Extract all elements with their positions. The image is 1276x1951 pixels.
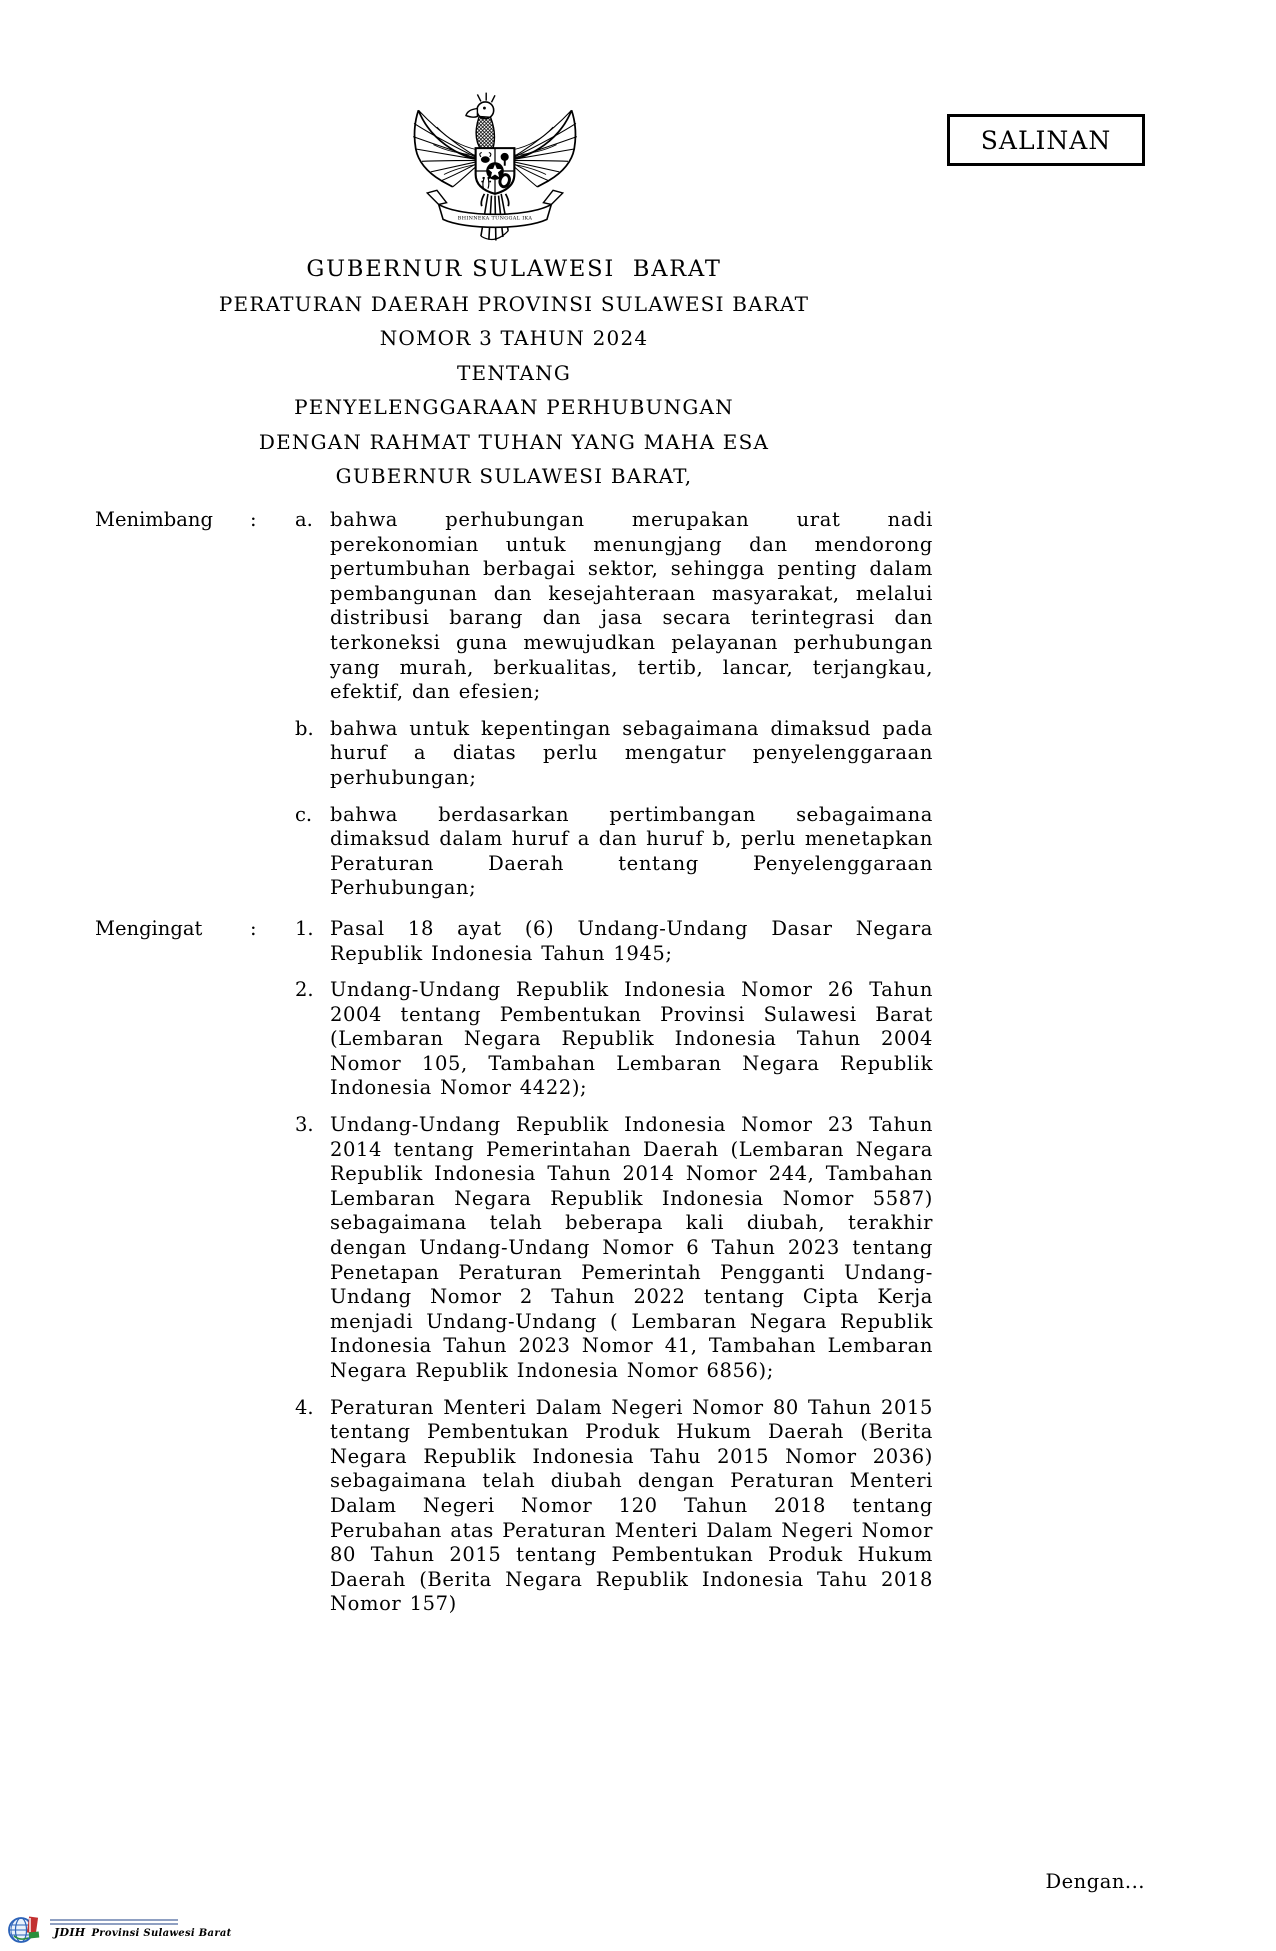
section-label: Mengingat	[95, 916, 203, 940]
section-label: Menimbang	[95, 508, 213, 531]
list-item	[295, 508, 933, 705]
mengingat-section	[95, 917, 933, 1617]
title-peraturan: PERATURAN DAERAH PROVINSI SULAWESI BARAT	[218, 291, 810, 316]
section-colon: :	[250, 508, 257, 531]
footer-rule	[50, 1919, 178, 1921]
document-heading	[95, 252, 933, 494]
title-gubernur: GUBERNUR SULAWESI BARAT	[306, 256, 722, 282]
item-marker: 2.	[295, 978, 314, 1002]
item-marker: 1.	[295, 916, 314, 940]
jdih-logo-icon	[8, 1914, 48, 1946]
list-item	[295, 1113, 933, 1384]
menimbang-section	[95, 508, 933, 901]
mengingat-items	[295, 917, 933, 1617]
item-text: Undang-Undang Republik Indonesia Nomor 26 Tahun 2004 tentang Pembentukan Provinsi Sulawesi Barat (Lembaran Negara Republik Indonesia Tahun 2004 Nomor 105, Tambahan Lembaran Negara Republik Indonesia Nomor 4422);	[330, 978, 933, 1100]
item-text: bahwa perhubungan merupakan urat nadi perekonomian untuk menungjang dan mendorong pertumbuhan berbagai sektor, sehingga penting dalam pembangunan dan kesejahteraan masyarakat, melalui distribusi barang dan jasa secara terintegrasi dan terkoneksi guna mewujudkan pelayanan perhubungan yang murah, berkualitas, tertib, lancar, terjangkau, efektif, dan efesien;	[330, 508, 933, 704]
list-item	[295, 917, 933, 966]
item-text: Peraturan Menteri Dalam Negeri Nomor 80 Tahun 2015 tentang Pembentukan Produk Hukum Daerah (Berita Negara Republik Indonesia Tahu 2015 Nomor 2036) sebagaimana telah diubah dengan Peraturan Menteri Dalam Negeri Nomor 120 Tahun 2018 tentang Perubahan atas Peraturan Menteri Dalam Negeri Nomor 80 Tahun 2015 tentang Pembentukan Produk Hukum Daerah (Berita Negara Republik Indonesia Tahu 2018 Nomor 157)	[330, 1395, 933, 1616]
item-text: bahwa berdasarkan pertimbangan sebagaimana dimaksud dalam huruf a dan huruf b, perlu menetapkan Peraturan Daerah tentang Penyelenggaraan Perhubungan;	[330, 802, 933, 900]
jdih-label	[54, 1926, 232, 1939]
item-text: Undang-Undang Republik Indonesia Nomor 23 Tahun 2014 tentang Pemerintahan Daerah (Lembaran Negara Republik Indonesia Tahun 2014 Nomor 244, Tambahan Lembaran Negara Republik Indonesia Nomor 5587) sebagaimana telah beberapa kali diubah, terakhir dengan Undang-Undang Nomor 6 Tahun 2023 tentang Penetapan Peraturan Pemerintah Pengganti Undang-Undang Nomor 2 Tahun 2022 tentang Cipta Kerja menjadi Undang-Undang ( Lembaran Negara Republik Indonesia Tahun 2023 Nomor 41, Tambahan Lembaran Negara Republik Indonesia Nomor 6856);	[330, 1113, 933, 1382]
list-item	[295, 803, 933, 901]
menimbang-items	[295, 508, 933, 901]
item-marker: b.	[295, 716, 314, 740]
title-gubernur-comma: GUBERNUR SULAWESI BARAT,	[335, 464, 693, 488]
list-item	[295, 717, 933, 791]
footer-rule	[50, 1923, 178, 1925]
ribbon-motto: BHINNEKA TUNGGAL IKA	[457, 215, 533, 222]
pancasila-shield	[476, 148, 515, 194]
item-marker: 4.	[295, 1395, 314, 1419]
title-nomor: NOMOR 3 TAHUN 2024	[379, 326, 649, 350]
item-marker: 3.	[295, 1113, 314, 1137]
item-text: bahwa untuk kepentingan sebagaimana dimaksud pada huruf a diatas perlu mengatur penyelenggaraan perhubungan;	[330, 716, 933, 789]
item-marker: c.	[295, 802, 313, 826]
salinan-stamp	[947, 114, 1145, 166]
salinan-stamp-label: SALINAN	[980, 125, 1112, 155]
garuda-pancasila-emblem	[407, 86, 583, 256]
title-rahmat: DENGAN RAHMAT TUHAN YANG MAHA ESA	[258, 429, 770, 454]
catchword: Dengan...	[1045, 1870, 1145, 1893]
document-body	[95, 508, 933, 1617]
section-colon: :	[250, 916, 257, 940]
list-item	[295, 978, 933, 1101]
footer	[8, 1912, 408, 1948]
item-marker: a.	[295, 508, 313, 531]
title-tentang: TENTANG	[456, 360, 571, 385]
item-text: Pasal 18 ayat (6) Undang-Undang Dasar Negara Republik Indonesia Tahun 1945;	[330, 916, 933, 965]
title-subject: PENYELENGGARAAN PERHUBUNGAN	[294, 395, 734, 419]
jdih-brand: JDIH	[54, 1926, 86, 1939]
jdih-brand-rest: Provinsi Sulawesi Barat	[91, 1928, 232, 1939]
list-item	[295, 1396, 933, 1617]
